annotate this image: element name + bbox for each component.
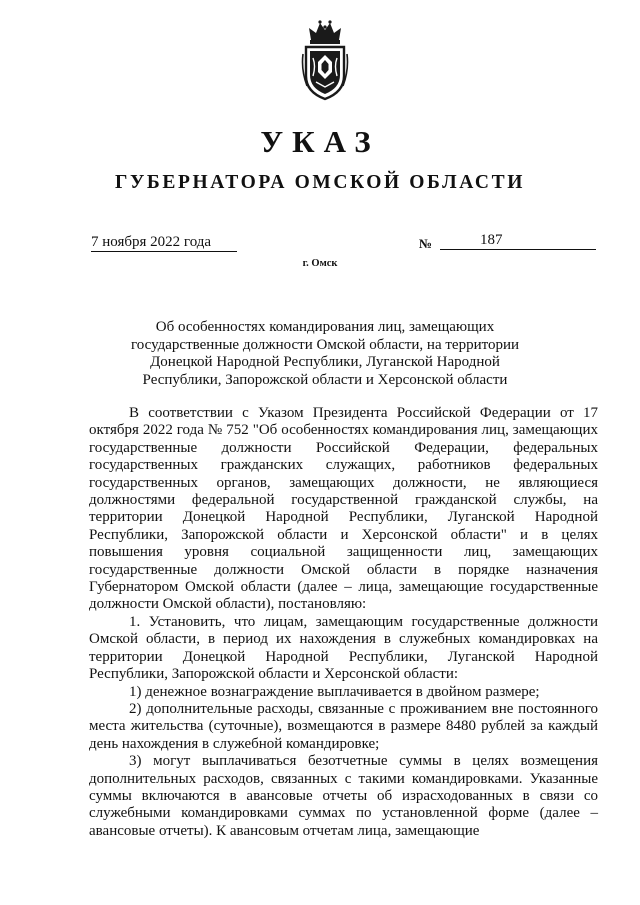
body-paragraph: В соответствии с Указом Президента Российской Федерации от 17 октября 2022 года № 752 "Об особенностях командирования лиц, замещающих государственные должности Российской Федерации, федеральных государственных гражданских служащих, работников федеральных государственных органов, замещающих должности, не являющиеся должностями федеральной государственной гражданской службы, на территории Донецкой Народной Республики, Луганской Народной Республики, Запорожской области и Херсонской области" и в целях повышения уровня социальной защищенности лиц, замещающих государственные должности Омской области в порядке назначения Губернатором Омской области (далее – лица, замещающие государственные должности Омской области), постановляю: [89,405,598,613]
number-sign: № [419,236,433,251]
body-paragraph: 1. Установить, что лицам, замещающим государственные должности Омской области, в период их нахождения в служебных командировках на территории Донецкой Народной Республики, Луганской Народной Республики, Запорожской области и Херсонской области: [89,613,598,683]
body-paragraph: 3) могут выплачиваться безотчетные суммы в целях возмещения дополнительных расходов, связанных с такими командировками. Указанные суммы включаются в авансовые отчеты об израсходованных в связи со служебными командировками суммах по установленной форме (далее – авансовые отчеты). К авансовым отчетам лица, замещающие [89,753,598,839]
body-paragraph: 2) дополнительные расходы, связанные с проживанием вне постоянного места жительства (суточные), возмещаются в размере 8480 рублей за каждый день нахождения в служебной командировке; [89,700,598,752]
document-city: г. Омск [302,258,338,269]
document-title: Об особенностях командирования лиц, замещающих государственные должности Омской области, на территории Донецкой Народной Республики, Луганской Народной Республики, Запорожской области и Херсонской области [130,319,520,388]
coat-of-arms-emblem [301,18,349,102]
document-date: 7 ноября 2022 года [91,233,237,252]
body-paragraph: 1) денежное вознаграждение выплачивается в двойном размере; [129,683,540,700]
document-body [89,405,598,840]
document-type-heading: УКАЗ [260,124,380,159]
issuer-heading: ГУБЕРНАТОРА ОМСКОЙ ОБЛАСТИ [115,172,525,193]
document-number: 187 [440,231,596,250]
